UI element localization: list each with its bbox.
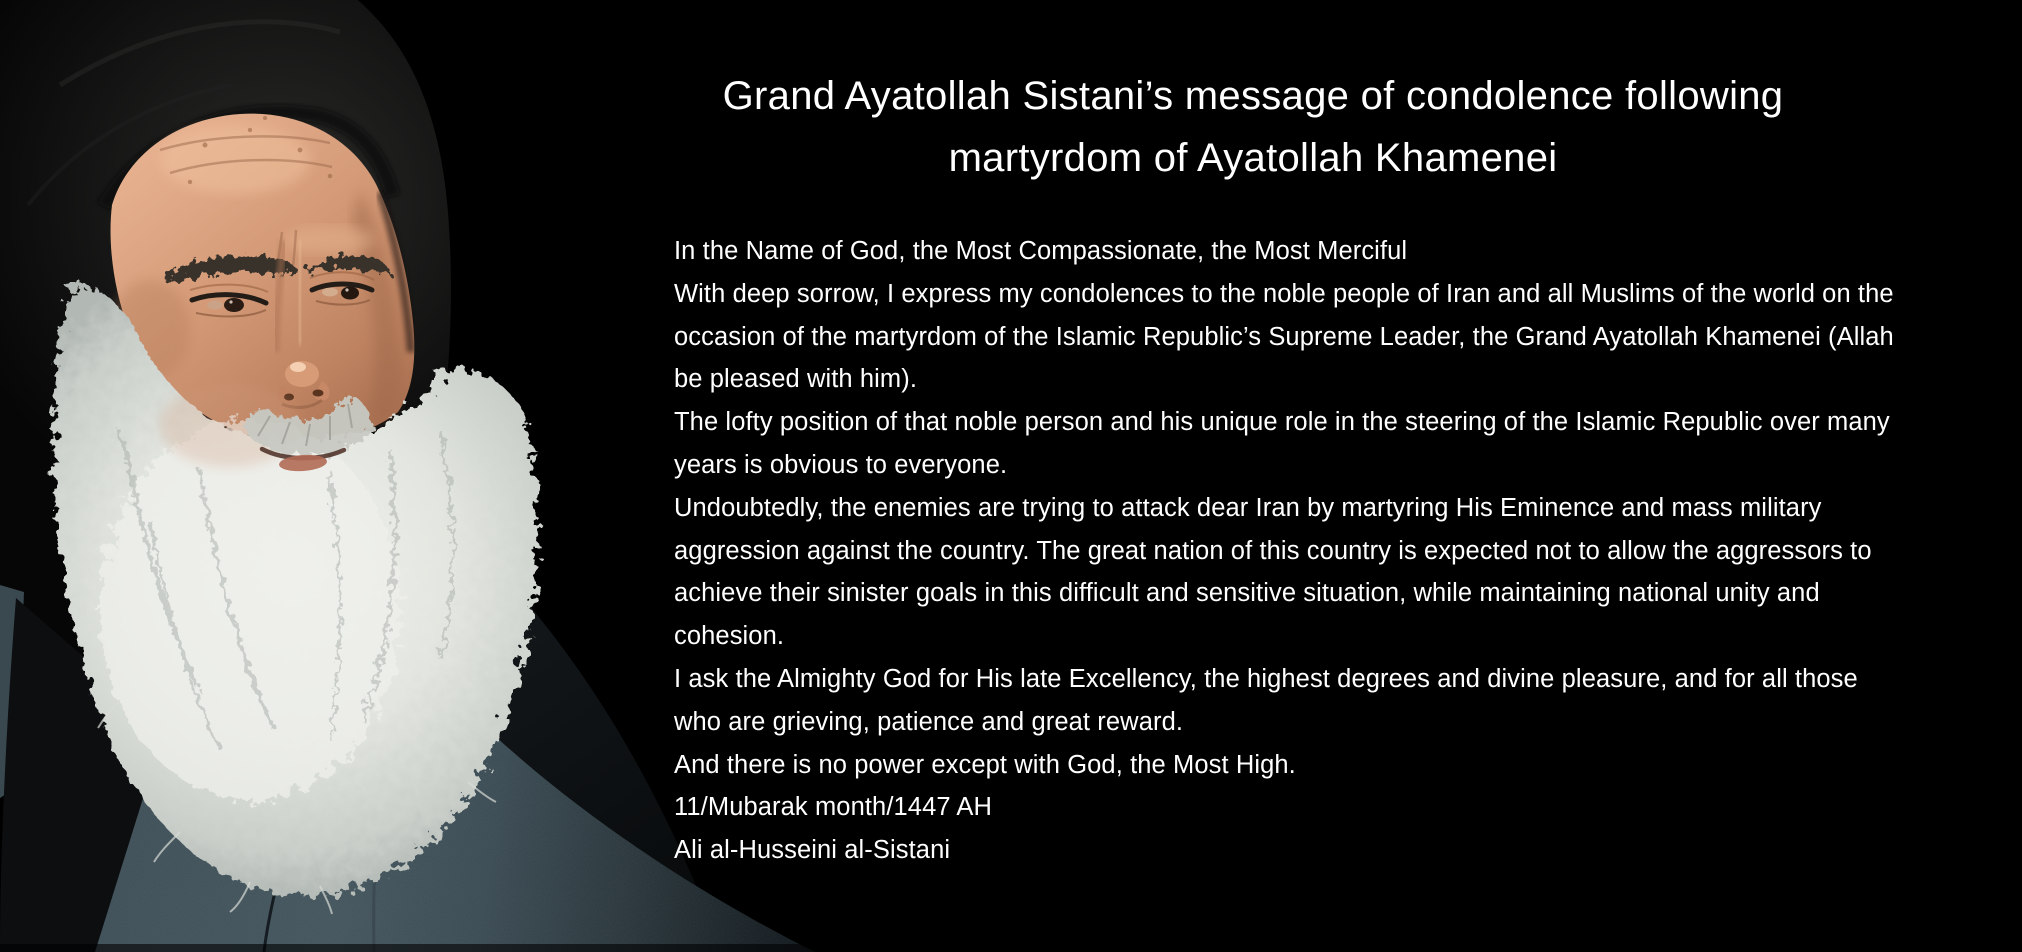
message-line: 11/Mubarak month/1447 AH: [674, 793, 993, 822]
message-line: I ask the Almighty God for His late Excellency, the highest degrees and divine pleasure, and for all those: [674, 664, 1858, 693]
message-line: be pleased with him).: [674, 365, 918, 394]
message-line: occasion of the martyrdom of the Islamic Republic’s Supreme Leader, the Grand Ayatollah Khamenei (Allah: [674, 322, 1894, 351]
title-line: martyrdom of Ayatollah Khamenei: [948, 136, 1558, 180]
message-line: who are grieving, patience and great reward.: [674, 707, 1184, 736]
condolence-message: [674, 230, 2014, 872]
message-line: Undoubtedly, the enemies are trying to attack dear Iran by martyring His Eminence and mass military: [674, 493, 1822, 522]
title-line: Grand Ayatollah Sistani’s message of condolence following: [722, 74, 1784, 118]
message-line: The lofty position of that noble person and his unique role in the steering of the Islamic Republic over many: [674, 408, 1890, 437]
photo-bottom-edge: [0, 944, 860, 952]
message-line: Ali al-Husseini al-Sistani: [674, 836, 951, 865]
message-line: years is obvious to everyone.: [674, 450, 1008, 479]
message-line: achieve their sinister goals in this difficult and sensitive situation, while maintaining national unity and: [674, 579, 1820, 608]
page-title: [516, 65, 1990, 189]
message-line: With deep sorrow, I express my condolences to the noble people of Iran and all Muslims of the world on the: [674, 279, 1894, 308]
message-line: cohesion.: [674, 622, 785, 651]
message-line: In the Name of God, the Most Compassionate, the Most Merciful: [674, 237, 1408, 265]
message-line: aggression against the country. The great nation of this country is expected not to allow the aggressors to: [674, 536, 1872, 565]
message-line: And there is no power except with God, the Most High.: [674, 750, 1296, 779]
